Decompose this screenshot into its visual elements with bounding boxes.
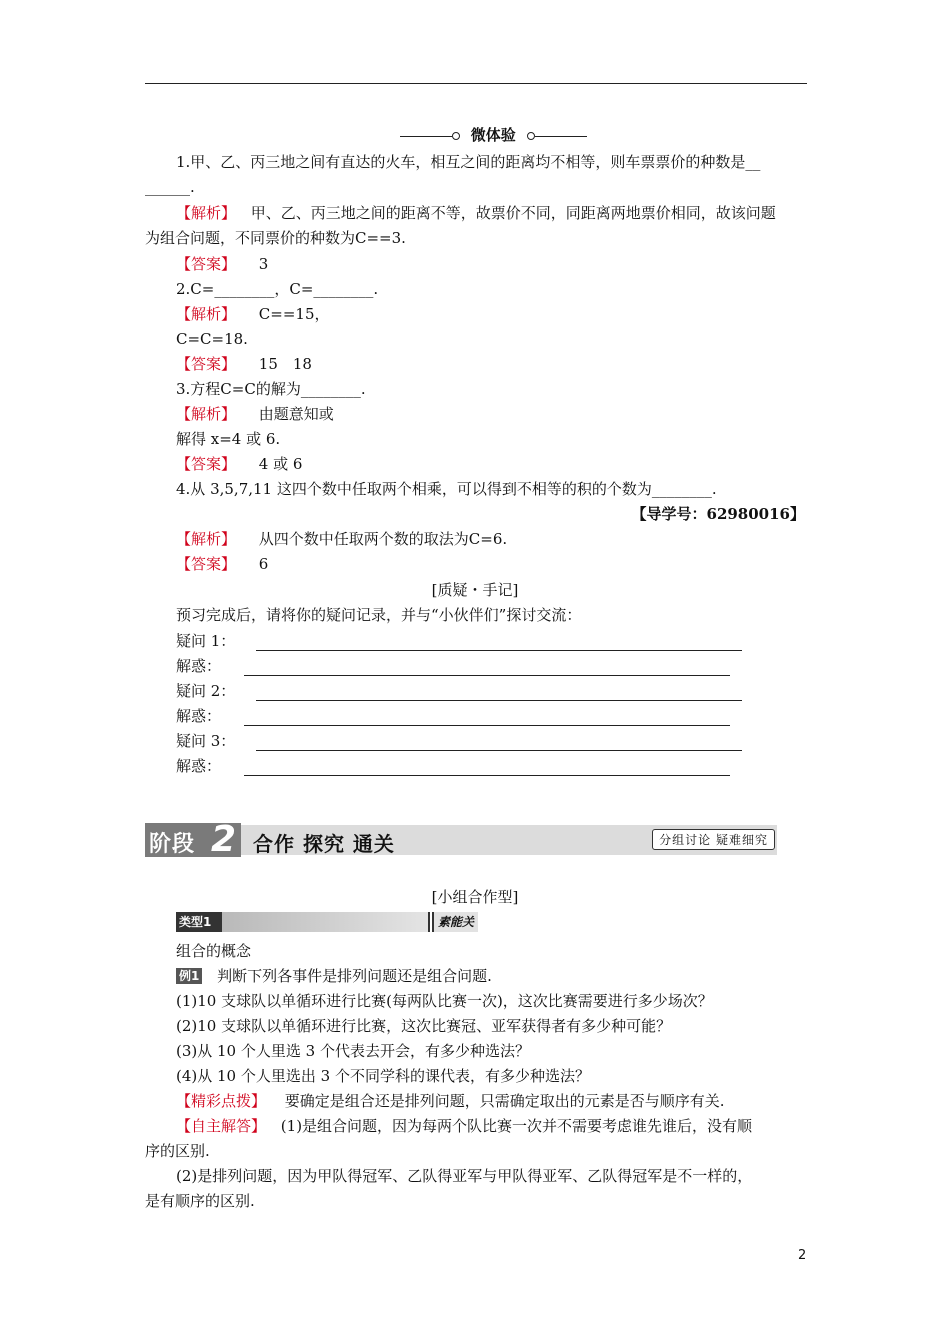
note-write-line[interactable] <box>244 775 730 776</box>
analysis-label: 【解析】 <box>176 530 237 548</box>
weitiyan-title: 微体验 <box>470 126 516 144</box>
q3-answer <box>176 454 302 474</box>
analysis-label: 【解析】 <box>176 405 237 423</box>
q2-line1: 2.C=________，C=________. <box>176 280 379 298</box>
note-row-label: 解惑： <box>176 757 222 775</box>
example-prompt: 判断下列各事件是排列问题还是组合问题. <box>217 967 492 985</box>
note-row-label: 疑问 1： <box>176 632 236 650</box>
q3-analysis <box>176 404 334 424</box>
q2-analysis <box>176 304 330 324</box>
note-write-line[interactable] <box>256 700 742 701</box>
tip-line <box>176 1091 725 1111</box>
note-row-label: 解惑： <box>176 657 222 675</box>
example-badge: 例1 <box>176 968 202 984</box>
type-skill-label: 素能关 <box>434 912 478 932</box>
example-item: (4)从 10 个人里选出 3 个不同学科的课代表，有多少种选法？ <box>176 1067 590 1085</box>
q3-line1: 3.方程C=C的解为________. <box>176 380 366 398</box>
solve-label: 【自主解答】 <box>176 1117 267 1135</box>
tip-label: 【精彩点拨】 <box>176 1092 267 1110</box>
stage-tag: 分组讨论 疑难细究 <box>652 829 775 850</box>
stage-badge <box>145 819 241 860</box>
stage-number: 2 <box>211 819 237 860</box>
q4-analysis-text: 从四个数中任取两个数的取法为C=6. <box>258 530 508 548</box>
q2-answer <box>176 354 312 374</box>
note-row-label: 解惑： <box>176 707 222 725</box>
example-item: (3)从 10 个人里选 3 个代表去开会，有多少种选法？ <box>176 1042 530 1060</box>
type-bar-fill <box>222 912 428 932</box>
q1-line1: 1.甲、乙、丙三地之间有直达的火车，相互之间的距离均不相等，则车票票价的种数是__ <box>176 153 761 171</box>
note-write-line[interactable] <box>244 725 730 726</box>
stage-title: 合作 探究 通关 <box>253 832 395 856</box>
q1-analysis-line2: 为组合问题，不同票价的种数为C==3. <box>145 229 406 247</box>
tip-text: 要确定是组合还是排列问题，只需确定取出的元素是否与顺序有关. <box>284 1092 725 1110</box>
q4-answer-value: 6 <box>258 555 269 573</box>
q1-analysis-text: 甲、乙、丙三地之间的距离不等，故票价不同，同距离两地票价相同，故该问题 <box>250 204 776 222</box>
solve2-line1: (2)是排列问题，因为甲队得冠军、乙队得亚军与甲队得亚军、乙队得冠军是不一样的， <box>176 1167 753 1185</box>
q4-line1: 4.从 3,5,7,11 这四个数中任取两个相乘，可以得到不相等的积的个数为________. <box>176 480 717 498</box>
q2-analysis-line2: C=C=18. <box>176 330 248 348</box>
example-prompt-line <box>176 966 492 986</box>
answer-label: 【答案】 <box>176 555 237 573</box>
notes-title: [质疑・手记] <box>431 581 519 599</box>
weitiyan-header <box>400 125 587 145</box>
notes-intro: 预习完成后，请将你的疑问记录，并与“小伙伴们”探讨交流： <box>176 606 582 624</box>
q2-analysis-text: C==15， <box>258 305 330 323</box>
analysis-label: 【解析】 <box>176 305 237 323</box>
solve-text: (1)是组合问题，因为每两个队比赛一次并不需要考虑谁先谁后，没有顺 <box>280 1117 753 1135</box>
q1-answer <box>176 254 268 274</box>
type-bar <box>176 912 478 932</box>
q2-answer-value: 15 18 <box>258 355 312 373</box>
answer-label: 【答案】 <box>176 355 237 373</box>
q4-answer <box>176 554 268 574</box>
stage-banner <box>145 819 777 860</box>
q3-analysis-text: 由题意知或 <box>258 405 334 423</box>
group-type-title: [小组合作型] <box>431 888 519 906</box>
example-item: (2)10 支球队以单循环进行比赛，这次比赛冠、亚军获得者有多少种可能？ <box>176 1017 672 1035</box>
q1-analysis <box>176 203 776 223</box>
q3-analysis-line2: 解得 x=4 或 6. <box>176 430 281 448</box>
example-item: (1)10 支球队以单循环进行比赛(每两队比赛一次)，这次比赛需要进行多少场次？ <box>176 992 713 1010</box>
note-write-line[interactable] <box>256 650 742 651</box>
guide-number: 【导学号：62980016】 <box>631 505 805 523</box>
analysis-label: 【解析】 <box>176 204 237 222</box>
stage-title-bar <box>241 825 777 855</box>
page-number: 2 <box>798 1248 807 1263</box>
note-write-line[interactable] <box>256 750 742 751</box>
answer-label: 【答案】 <box>176 455 237 473</box>
note-row-label: 疑问 3： <box>176 732 236 750</box>
answer-label: 【答案】 <box>176 255 237 273</box>
solve2-line2: 是有顺序的区别. <box>145 1192 255 1210</box>
type-label: 类型1 <box>176 912 222 932</box>
q3-answer-value: 4 或 6 <box>258 455 303 473</box>
stage-prefix: 阶段 <box>149 832 196 857</box>
concept-title: 组合的概念 <box>176 942 252 960</box>
top-rule <box>145 83 807 84</box>
q1-answer-value: 3 <box>258 255 269 273</box>
solve-line <box>176 1116 752 1136</box>
note-row-label: 疑问 2： <box>176 682 236 700</box>
q4-analysis <box>176 529 507 549</box>
note-write-line[interactable] <box>244 675 730 676</box>
q1-line2: ______. <box>145 178 195 196</box>
solve-line2: 序的区别. <box>145 1142 210 1160</box>
